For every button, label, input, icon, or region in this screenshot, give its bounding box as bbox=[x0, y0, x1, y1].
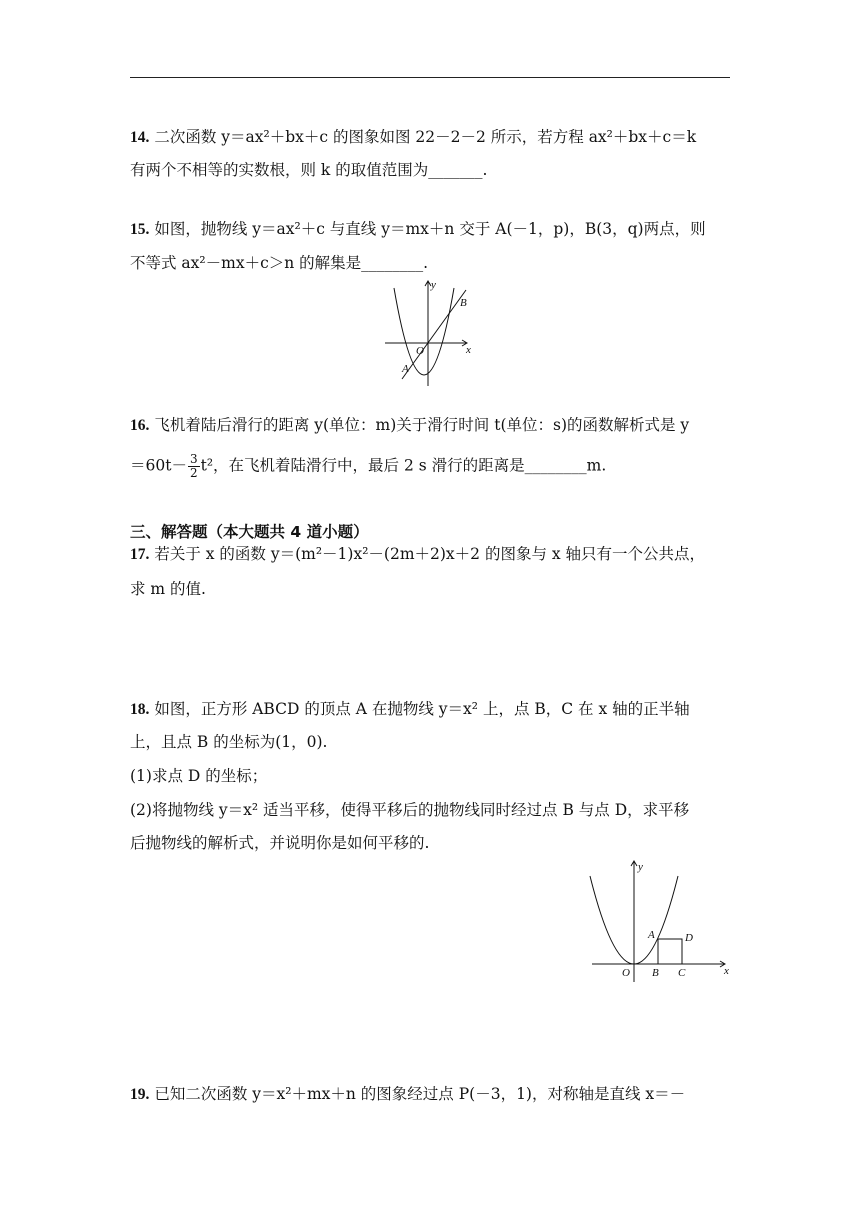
q18-label-C: C bbox=[678, 967, 686, 979]
q18-label-A: A bbox=[648, 929, 655, 941]
q16-line1 bbox=[130, 414, 689, 437]
q14-text-2: 有两个不相等的实数根，则 k 的取值范围为_______. bbox=[130, 161, 488, 179]
q15-label-y: y bbox=[431, 279, 436, 291]
q18-text-1: 如图，正方形 ABCD 的顶点 A 在抛物线 y＝x² 上，点 B，C 在 x 轴的正半轴 bbox=[154, 700, 690, 718]
q17-text-2: 求 m 的值. bbox=[130, 580, 206, 598]
q18-line2 bbox=[130, 731, 328, 753]
q18-label-B: B bbox=[652, 967, 659, 979]
q15-label-B: B bbox=[460, 297, 467, 309]
q15-label-A: A bbox=[402, 363, 409, 375]
q14-line2 bbox=[130, 159, 487, 181]
q18-label-y: y bbox=[638, 861, 643, 873]
q19-text-1: 已知二次函数 y＝x²＋mx＋n 的图象经过点 P(－3，1)，对称轴是直线 x＝－ bbox=[154, 1085, 686, 1103]
section-heading: 三、解答题（本大题共 4 道小题） bbox=[130, 523, 369, 541]
q15-line1 bbox=[130, 218, 706, 241]
q14-text-1: 二次函数 y＝ax²＋bx＋c 的图象如图 22－2－2 所示，若方程 ax²＋bx＋c＝k bbox=[154, 128, 697, 146]
q15-number: 15. bbox=[130, 221, 150, 238]
q17-text-1: 若关于 x 的函数 y＝(m²－1)x²－(2m＋2)x＋2 的图象与 x 轴只有一个公共点， bbox=[154, 545, 706, 563]
q15-label-origin: O bbox=[416, 345, 424, 357]
q18-part1-text: (1)求点 D 的坐标； bbox=[130, 767, 268, 785]
q17-line2 bbox=[130, 578, 206, 600]
q18-text-2: 上，且点 B 的坐标为(1，0). bbox=[130, 733, 328, 751]
top-rule bbox=[130, 77, 730, 78]
q14-line1 bbox=[130, 126, 696, 149]
q18-number: 18. bbox=[130, 701, 150, 718]
q17-number: 17. bbox=[130, 546, 150, 563]
q16-text-2b: t²，在飞机着陆滑行中，最后 2 s 滑行的距离是________m. bbox=[200, 456, 607, 475]
q18-label-x: x bbox=[724, 965, 729, 977]
q15-parabola bbox=[394, 288, 454, 375]
q18-line1 bbox=[130, 698, 690, 721]
fraction-denominator: 2 bbox=[189, 466, 198, 480]
q15-text-1: 如图，抛物线 y＝ax²＋c 与直线 y＝mx＋n 交于 A(－1，p)，B(3，q)两点，则 bbox=[154, 220, 706, 238]
q18-part2-line1 bbox=[130, 799, 689, 821]
q16-number: 16. bbox=[130, 417, 150, 434]
q14-number: 14. bbox=[130, 129, 150, 146]
q18-part2-line2 bbox=[130, 832, 429, 854]
q19-number: 19. bbox=[130, 1086, 150, 1103]
q18-part1 bbox=[130, 765, 267, 787]
q18-label-origin: O bbox=[622, 967, 630, 979]
q15-label-x: x bbox=[466, 344, 471, 356]
q15-figure bbox=[380, 276, 480, 392]
q15-line2 bbox=[130, 252, 428, 274]
fraction bbox=[188, 453, 200, 480]
q16-text-1: 飞机着陆后滑行的距离 y(单位：m)关于滑行时间 t(单位：s)的函数解析式是 y bbox=[154, 416, 690, 434]
fraction-numerator: 3 bbox=[189, 452, 198, 466]
q16-line2 bbox=[130, 453, 606, 480]
q19-line1 bbox=[130, 1083, 685, 1106]
q16-text-2a: ＝60t－ bbox=[130, 456, 187, 475]
q18-figure bbox=[588, 858, 736, 984]
q18-part2-text-1: (2)将抛物线 y＝x² 适当平移，使得平移后的抛物线同时经过点 B 与点 D，求平移 bbox=[130, 801, 690, 819]
q18-part2-text-2: 后抛物线的解析式，并说明你是如何平移的. bbox=[130, 834, 430, 852]
q17-line1 bbox=[130, 543, 705, 566]
q18-square bbox=[658, 939, 682, 964]
q18-label-D: D bbox=[685, 932, 693, 944]
q15-text-2: 不等式 ax²－mx＋c＞n 的解集是________. bbox=[130, 254, 429, 272]
